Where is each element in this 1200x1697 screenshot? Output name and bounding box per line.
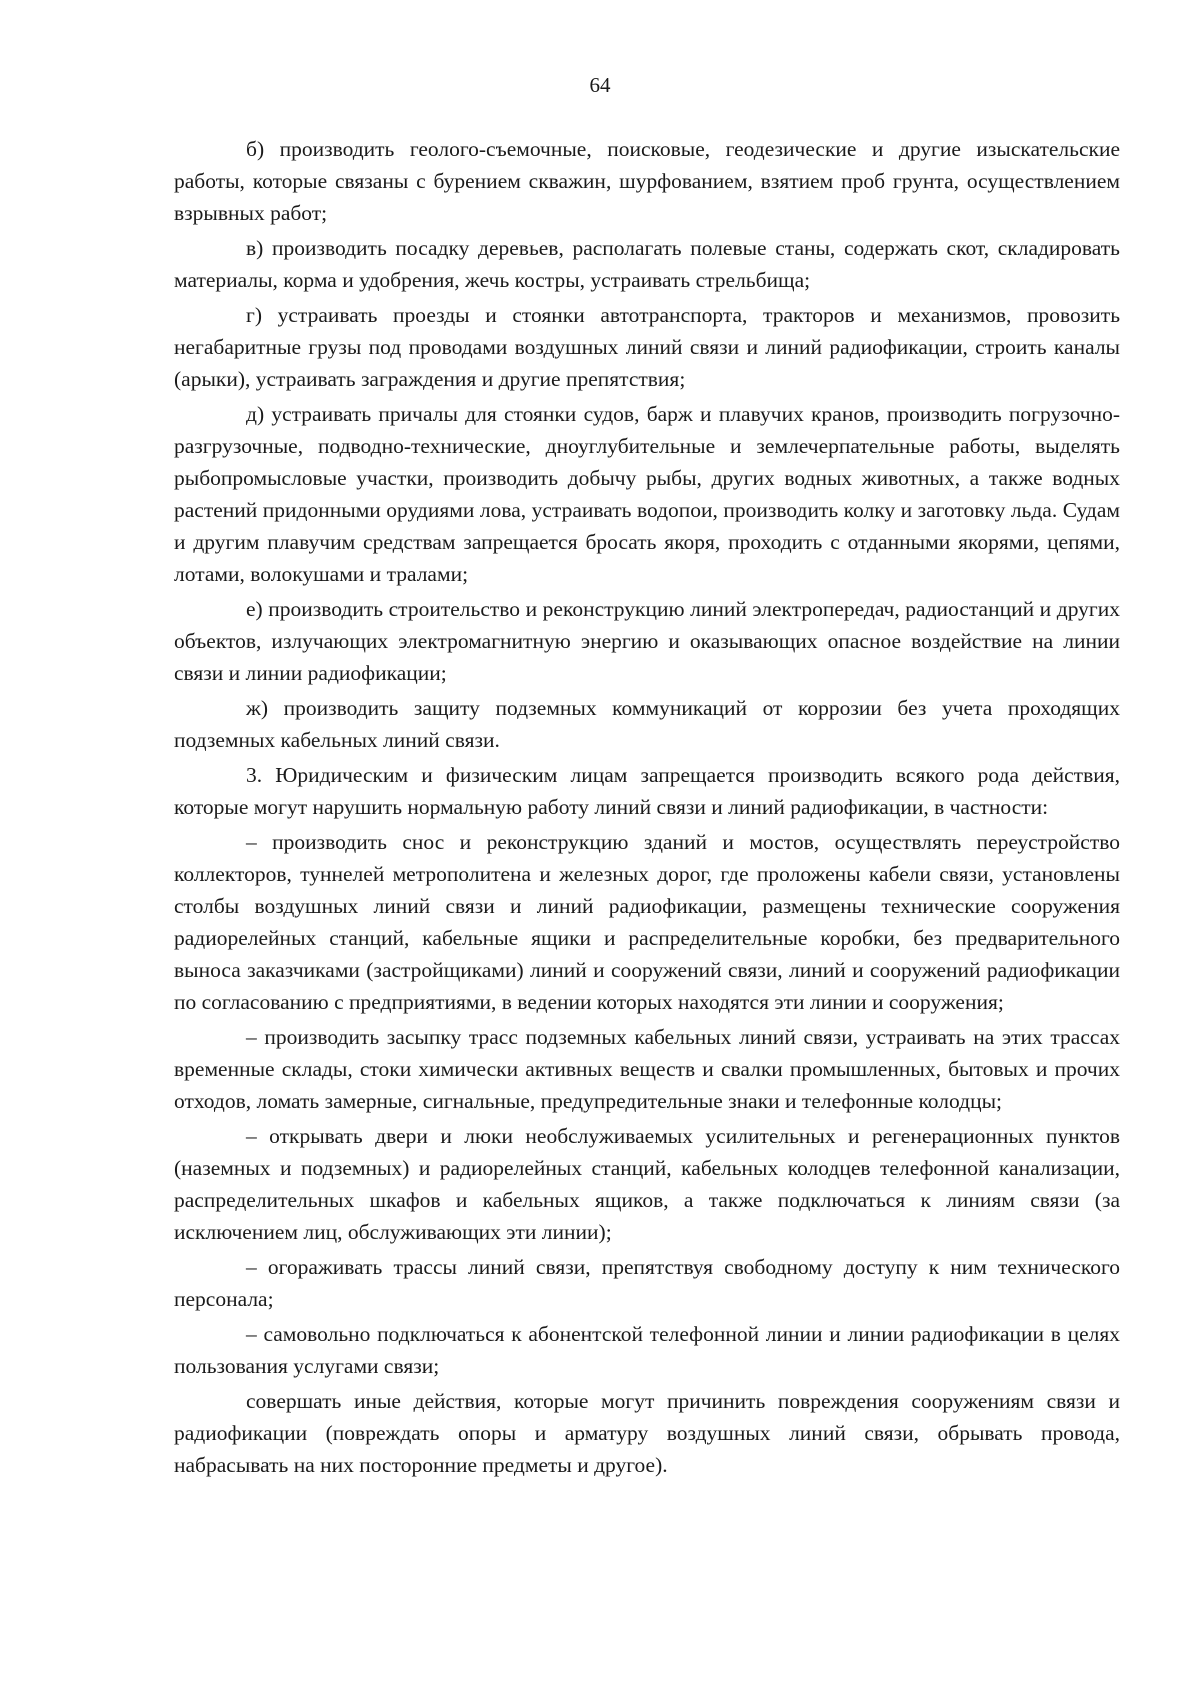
paragraph-e: е) производить строительство и реконструкцию линий электропередач, радиостанций и других объектов, излучающих электромагнитную энергию и оказывающих опасное воздействие на линии связи и линии радиофикации; <box>174 597 1120 685</box>
paragraph-g: г) устраивать проезды и стоянки автотранспорта, тракторов и механизмов, провозить негабаритные грузы под проводами воздушных линий связи и линий радиофикации, строить каналы (арыки), устраивать заграждения и другие препятствия; <box>174 303 1120 391</box>
page-number: 64 <box>589 73 611 97</box>
paragraph-section-3: 3. Юридическим и физическим лицам запрещается производить всякого рода действия, которые могут нарушить нормальную работу линий связи и линий радиофикации, в частности: <box>174 763 1120 819</box>
paragraph-zh: ж) производить защиту подземных коммуникаций от коррозии без учета проходящих подземных кабельных линий связи. <box>174 696 1120 752</box>
list-item-fencing: – огораживать трассы линий связи, препятствуя свободному доступу к ним технического персонала; <box>174 1255 1120 1311</box>
list-item-backfill: – производить засыпку трасс подземных кабельных линий связи, устраивать на этих трассах временные склады, стоки химически активных веществ и свалки промышленных, бытовых и прочих отходов, ломать замерные, сигнальные, предупредительные знаки и телефонные колодцы; <box>174 1025 1120 1113</box>
paragraph-b: б) производить геолого-съемочные, поисковые, геодезические и другие изыскательские работы, которые связаны с бурением скважин, шурфованием, взятием проб грунта, осуществлением взрывных работ; <box>174 137 1120 225</box>
document-body <box>174 133 1120 1481</box>
list-item-connecting: – самовольно подключаться к абонентской телефонной линии и линии радиофикации в целях пользования услугами связи; <box>174 1322 1120 1378</box>
list-item-demolition: – производить снос и реконструкцию зданий и мостов, осуществлять переустройство коллекторов, туннелей метрополитена и железных дорог, где проложены кабели связи, установлены столбы воздушных линий связи и линий радиофикации, размещены технические сооружения радиорелейных станций, кабельные ящики и распределительные коробки, без предварительного выноса заказчиками (застройщиками) линий и сооружений связи, линий и сооружений радиофикации по согласованию с предприятиями, в ведении которых находятся эти линии и сооружения; <box>174 830 1120 1014</box>
list-item-hatches: – открывать двери и люки необслуживаемых усилительных и регенерационных пунктов (наземных и подземных) и радиорелейных станций, кабельных колодцев телефонной канализации, распределительных шкафов и кабельных ящиков, а также подключаться к линиям связи (за исключением лиц, обслуживающих эти линии); <box>174 1124 1120 1244</box>
paragraph-v: в) производить посадку деревьев, располагать полевые станы, содержать скот, складировать материалы, корма и удобрения, жечь костры, устраивать стрельбища; <box>174 236 1120 292</box>
list-item-other-actions: совершать иные действия, которые могут причинить повреждения сооружениям связи и радиофикации (повреждать опоры и арматуру воздушных линий связи, обрывать провода, набрасывать на них посторонние предметы и другое). <box>174 1389 1120 1477</box>
paragraph-d: д) устраивать причалы для стоянки судов, барж и плавучих кранов, производить погрузочно-разгрузочные, подводно-технические, дноуглубительные и землечерпательные работы, выделять рыбопромысловые участки, производить добычу рыбы, других водных животных, а также водных растений придонными орудиями лова, устраивать водопои, производить колку и заготовку льда. Судам и другим плавучим средствам запрещается бросать якоря, проходить с отданными якорями, цепями, лотами, волокушами и тралами; <box>174 402 1120 586</box>
